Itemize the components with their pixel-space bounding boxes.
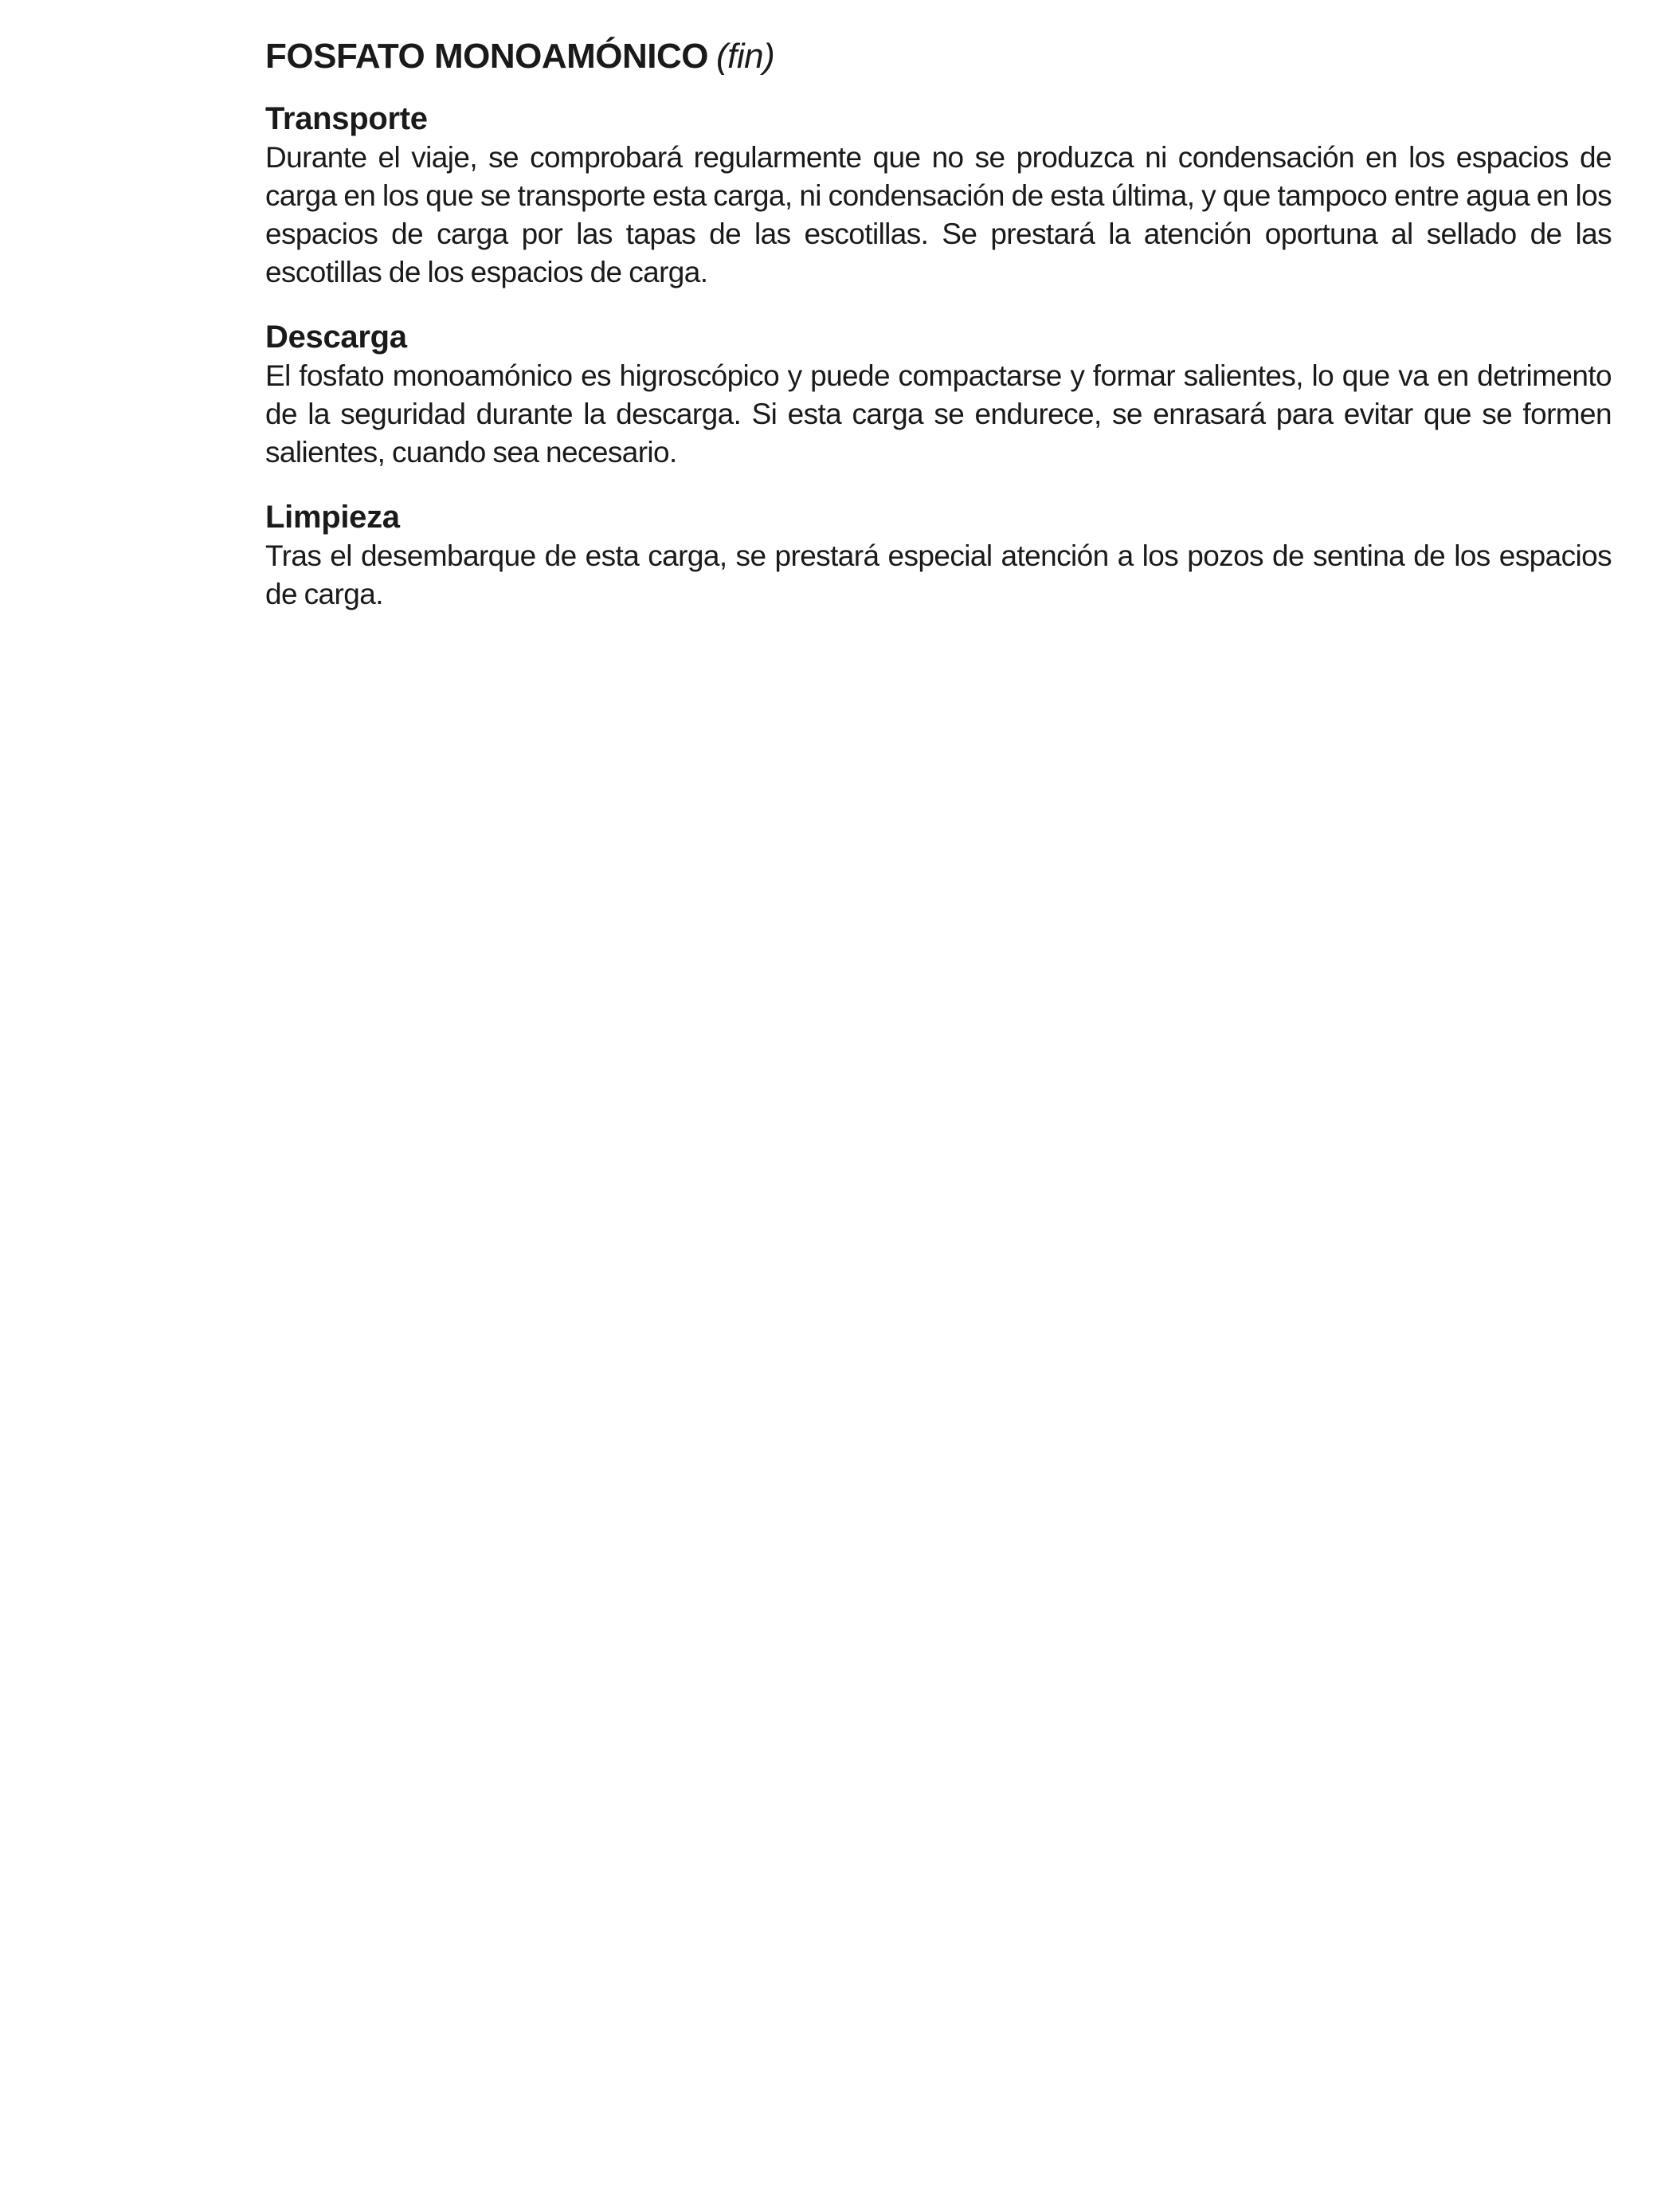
- page-title-text: FOSFATO MONOAMÓNICO: [265, 37, 708, 76]
- section-body: Tras el desembarque de esta carga, se prestará especial atención a los pozos de sentina de los espacios de carga.: [265, 539, 1612, 610]
- section-body: Durante el viaje, se comprobará regularmente que no se produzca ni condensación en los espacios de carga en los que se transporte esta carga, ni condensación de esta última, y que tampoco entre agua en los espacios de carga por las tapas de las escotillas. Se prestará la atención oportuna al sellado de las escotillas de los espacios de carga.: [265, 141, 1612, 288]
- section-limpieza: [265, 497, 1612, 614]
- section-heading: Limpieza: [265, 500, 400, 535]
- section-descarga: [265, 317, 1612, 472]
- section-body: El fosfato monoamónico es higroscópico y puede compactarse y formar salientes, lo que va en detrimento de la seguridad durante la descarga. Si esta carga se endurece, se enrasará para evitar que se formen salientes, cuando sea necesario.: [265, 359, 1612, 469]
- section-heading: Transporte: [265, 101, 428, 136]
- section-heading: Descarga: [265, 320, 407, 355]
- page-title: [265, 32, 1612, 81]
- page-title-suffix: (fin): [715, 37, 775, 76]
- document-page: [265, 32, 1612, 614]
- section-transporte: [265, 99, 1612, 292]
